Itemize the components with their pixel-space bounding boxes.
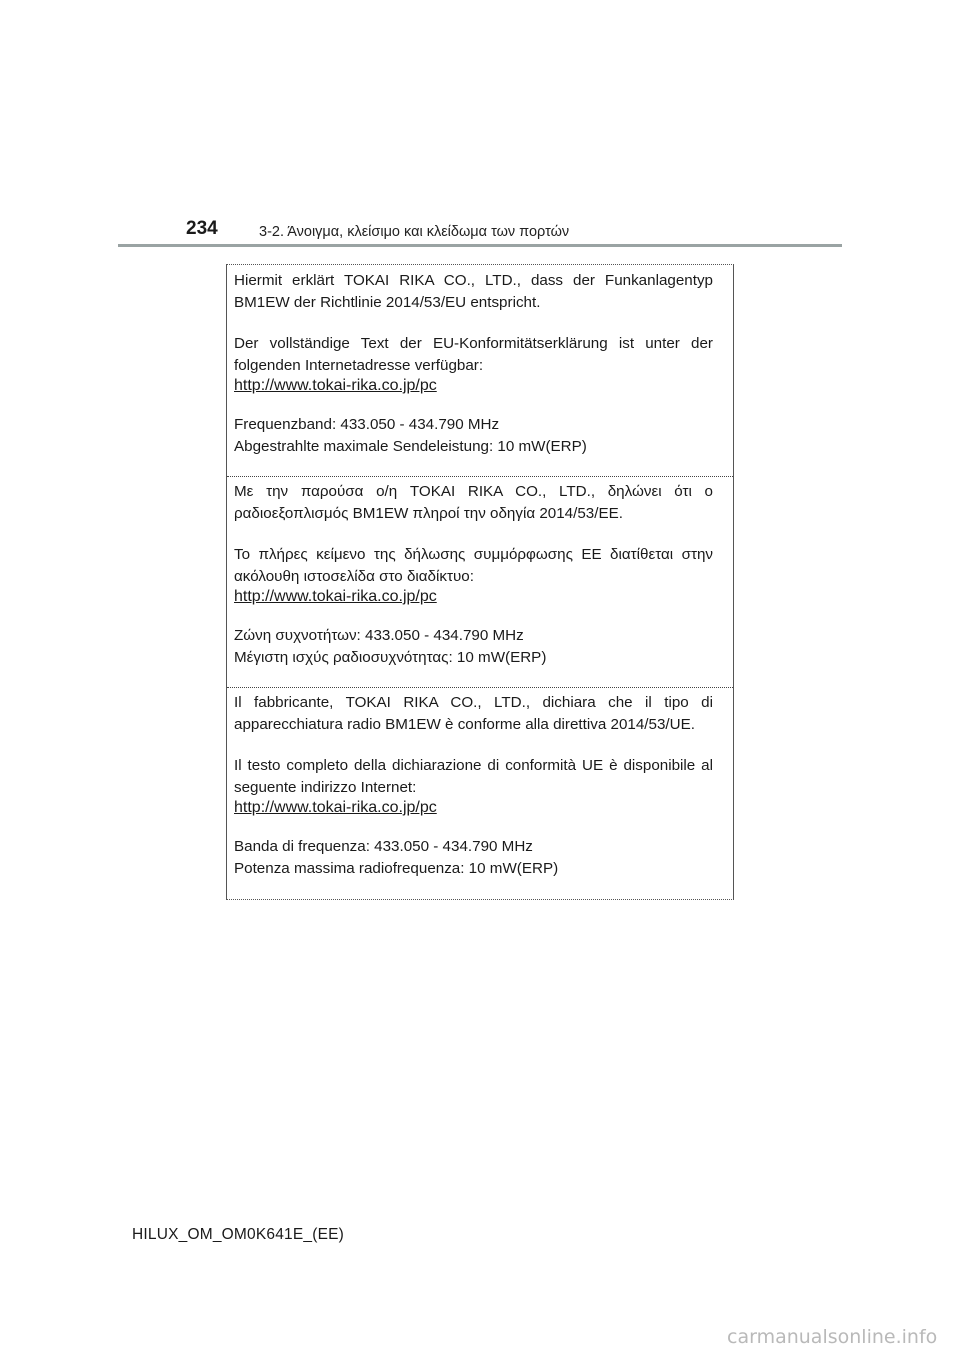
section-italian [227,692,733,880]
page-number: 234 [186,218,218,239]
section-title: 3-2. Άνοιγμα, κλείσιμο και κλείδωμα των πορτών [259,224,570,240]
declaration-link[interactable]: http://www.tokai-rika.co.jp/pc [234,588,437,605]
section-german [227,270,733,458]
declaration-link[interactable]: http://www.tokai-rika.co.jp/pc [234,799,437,816]
paragraph-declaration: Il fabbricante, TOKAI RIKA CO., LTD., dichiara che il tipo di apparecchiatura radio BM1EW è conforme alla direttiva 2014/53/UE. [234,694,713,733]
section-divider [227,687,733,688]
section-divider [227,476,733,477]
paragraph-frequency: Banda di frequenza: 433.050 - 434.790 MHz Potenza massima radiofrequenza: 10 mW(ERP) [234,838,559,877]
header-rule [118,244,842,247]
paragraph-declaration: Hiermit erklärt TOKAI RIKA CO., LTD., dass der Funkanlagentyp BM1EW der Richtlinie 2014/53/EU entspricht. [234,272,713,311]
paragraph-frequency: Frequenzband: 433.050 - 434.790 MHz Abgestrahlte maximale Sendeleistung: 10 mW(ERP) [234,416,587,455]
paragraph-full-text: Der vollständige Text der EU-Konformitätserklärung ist unter der folgenden Internetadresse verfügbar: [234,335,713,374]
section-greek [227,481,733,669]
paragraph-declaration: Με την παρούσα ο/η TOKAI RIKA CO., LTD., δηλώνει ότι ο ραδιοεξοπλισμός BM1EW πληροί την οδηγία 2014/53/ΕΕ. [234,483,713,522]
paragraph-full-text: Il testo completo della dichiarazione di conformità UE è disponibile al seguente indirizzo Internet: [234,757,713,796]
document-code: HILUX_OM_OM0K641E_(EE) [132,1226,345,1243]
paragraph-frequency: Ζώνη συχνοτήτων: 433.050 - 434.790 MHz Μέγιστη ισχύς ραδιοσυχνότητας: 10 mW(ERP) [234,627,547,666]
paragraph-full-text: Το πλήρες κείμενο της δήλωσης συμμόρφωσης ΕΕ διατίθεται στην ακόλουθη ιστοσελίδα στο διαδίκτυο: [234,546,713,585]
watermark: carmanualsonline.info [727,1326,938,1348]
declaration-link[interactable]: http://www.tokai-rika.co.jp/pc [234,377,437,394]
declaration-box [226,264,734,900]
